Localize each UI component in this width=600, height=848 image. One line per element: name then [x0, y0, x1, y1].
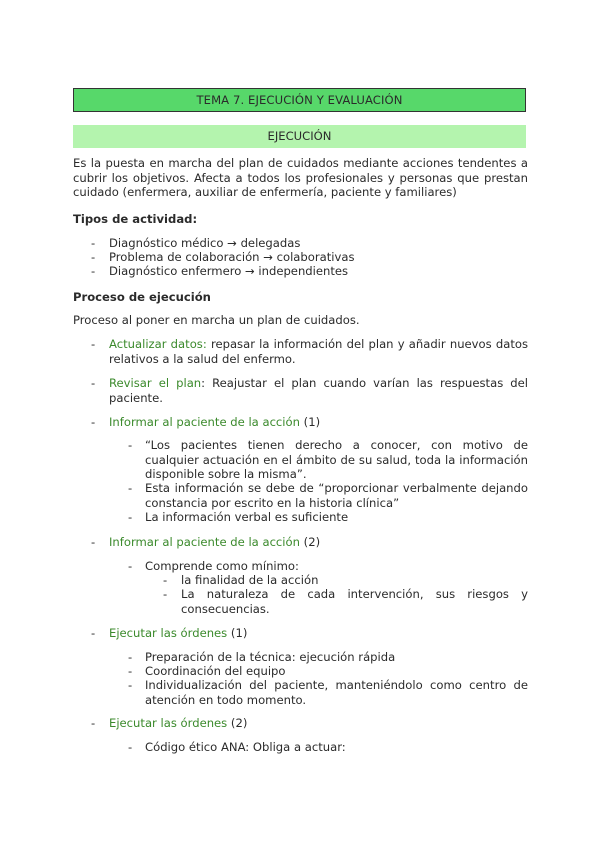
chapter-title-text: TEMA 7. EJECUCIÓN Y EVALUACIÓN [196, 92, 403, 107]
tipos-item: Problema de colaboración → colaborativas [109, 250, 355, 264]
bullet-dash: - [91, 236, 96, 250]
bullet-dash: - [163, 573, 168, 587]
tipos-item: Diagnóstico médico → delegadas [109, 236, 301, 250]
sub-item: Código ético ANA: Obliga a actuar: [145, 740, 346, 754]
subsub-item: La naturaleza de cada intervención, sus riesgos y consecuencias. [181, 587, 528, 616]
bullet-dash: - [91, 535, 96, 549]
proceso-item [109, 535, 528, 550]
proceso-item-text: repasar la información del plan y añadir nuevos datos relativos a la salud del enfermo. [109, 337, 529, 366]
proceso-item-text: (2) [227, 716, 248, 730]
proceso-heading: Proceso de ejecución [73, 290, 211, 304]
bullet-dash: - [128, 559, 133, 573]
bullet-dash: - [91, 626, 96, 640]
bullet-dash: - [91, 415, 96, 429]
proceso-item [109, 415, 528, 430]
chapter-title [73, 88, 526, 112]
subsub-item: la finalidad de la acción [181, 573, 319, 587]
sub-item: Coordinación del equipo [145, 664, 286, 678]
bullet-dash: - [128, 438, 133, 452]
proceso-item-label: Actualizar datos: [109, 337, 207, 351]
proceso-item [109, 716, 528, 731]
tipos-heading: Tipos de actividad: [73, 212, 198, 226]
bullet-dash: - [128, 510, 133, 524]
proceso-item-text: : Reajustar el plan cuando varían las respuestas del paciente. [109, 376, 528, 405]
proceso-item-label: Informar al paciente de la acción [109, 415, 300, 429]
sub-item: “Los pacientes tienen derecho a conocer, con motivo de cualquier actuación en el ámbito de su salud, toda la información disponible sobre la misma”. [145, 438, 528, 482]
sub-item: Preparación de la técnica: ejecución rápida [145, 650, 396, 664]
sub-item: Esta información se debe de “proporcionar verbalmente dejando constancia por escrito en la historia clínica” [145, 481, 528, 510]
proceso-item-label: Ejecutar las órdenes [109, 626, 228, 640]
proceso-item [109, 376, 528, 405]
bullet-dash: - [128, 650, 133, 664]
bullet-dash: - [128, 740, 133, 754]
bullet-dash: - [163, 587, 168, 601]
tipos-item: Diagnóstico enfermero → independientes [109, 264, 349, 278]
proceso-item-text: (1) [299, 415, 321, 429]
sub-item: La información verbal es suficiente [145, 510, 349, 524]
intro-paragraph: Es la puesta en marcha del plan de cuidados mediante acciones tendentes a cubrir los objetivos. Afecta a todos los profesionales y personas que prestan cuidado (enfermera, auxiliar de enfermería, paciente y familiares) [73, 156, 528, 200]
bullet-dash: - [91, 337, 96, 351]
proceso-item-label: Ejecutar las órdenes [109, 716, 228, 730]
sub-item: Individualización del paciente, manteniéndolo como centro de atención en todo momento. [145, 678, 528, 707]
bullet-dash: - [91, 716, 96, 730]
proceso-item-text: (2) [299, 535, 321, 549]
proceso-item-label: Revisar el plan [109, 376, 202, 390]
proceso-item [109, 626, 528, 641]
section-header-text: EJECUCIÓN [267, 129, 332, 144]
bullet-dash: - [128, 481, 133, 495]
proceso-item-text: (1) [227, 626, 248, 640]
proceso-item-label: Informar al paciente de la acción [109, 535, 300, 549]
bullet-dash: - [91, 376, 96, 390]
proceso-intro: Proceso al poner en marcha un plan de cuidados. [73, 313, 360, 327]
bullet-dash: - [128, 664, 133, 678]
bullet-dash: - [128, 678, 133, 692]
bullet-dash: - [91, 264, 96, 278]
section-header [73, 125, 526, 148]
bullet-dash: - [91, 250, 96, 264]
sub-item: Comprende como mínimo: [145, 559, 299, 573]
proceso-item [109, 337, 528, 366]
